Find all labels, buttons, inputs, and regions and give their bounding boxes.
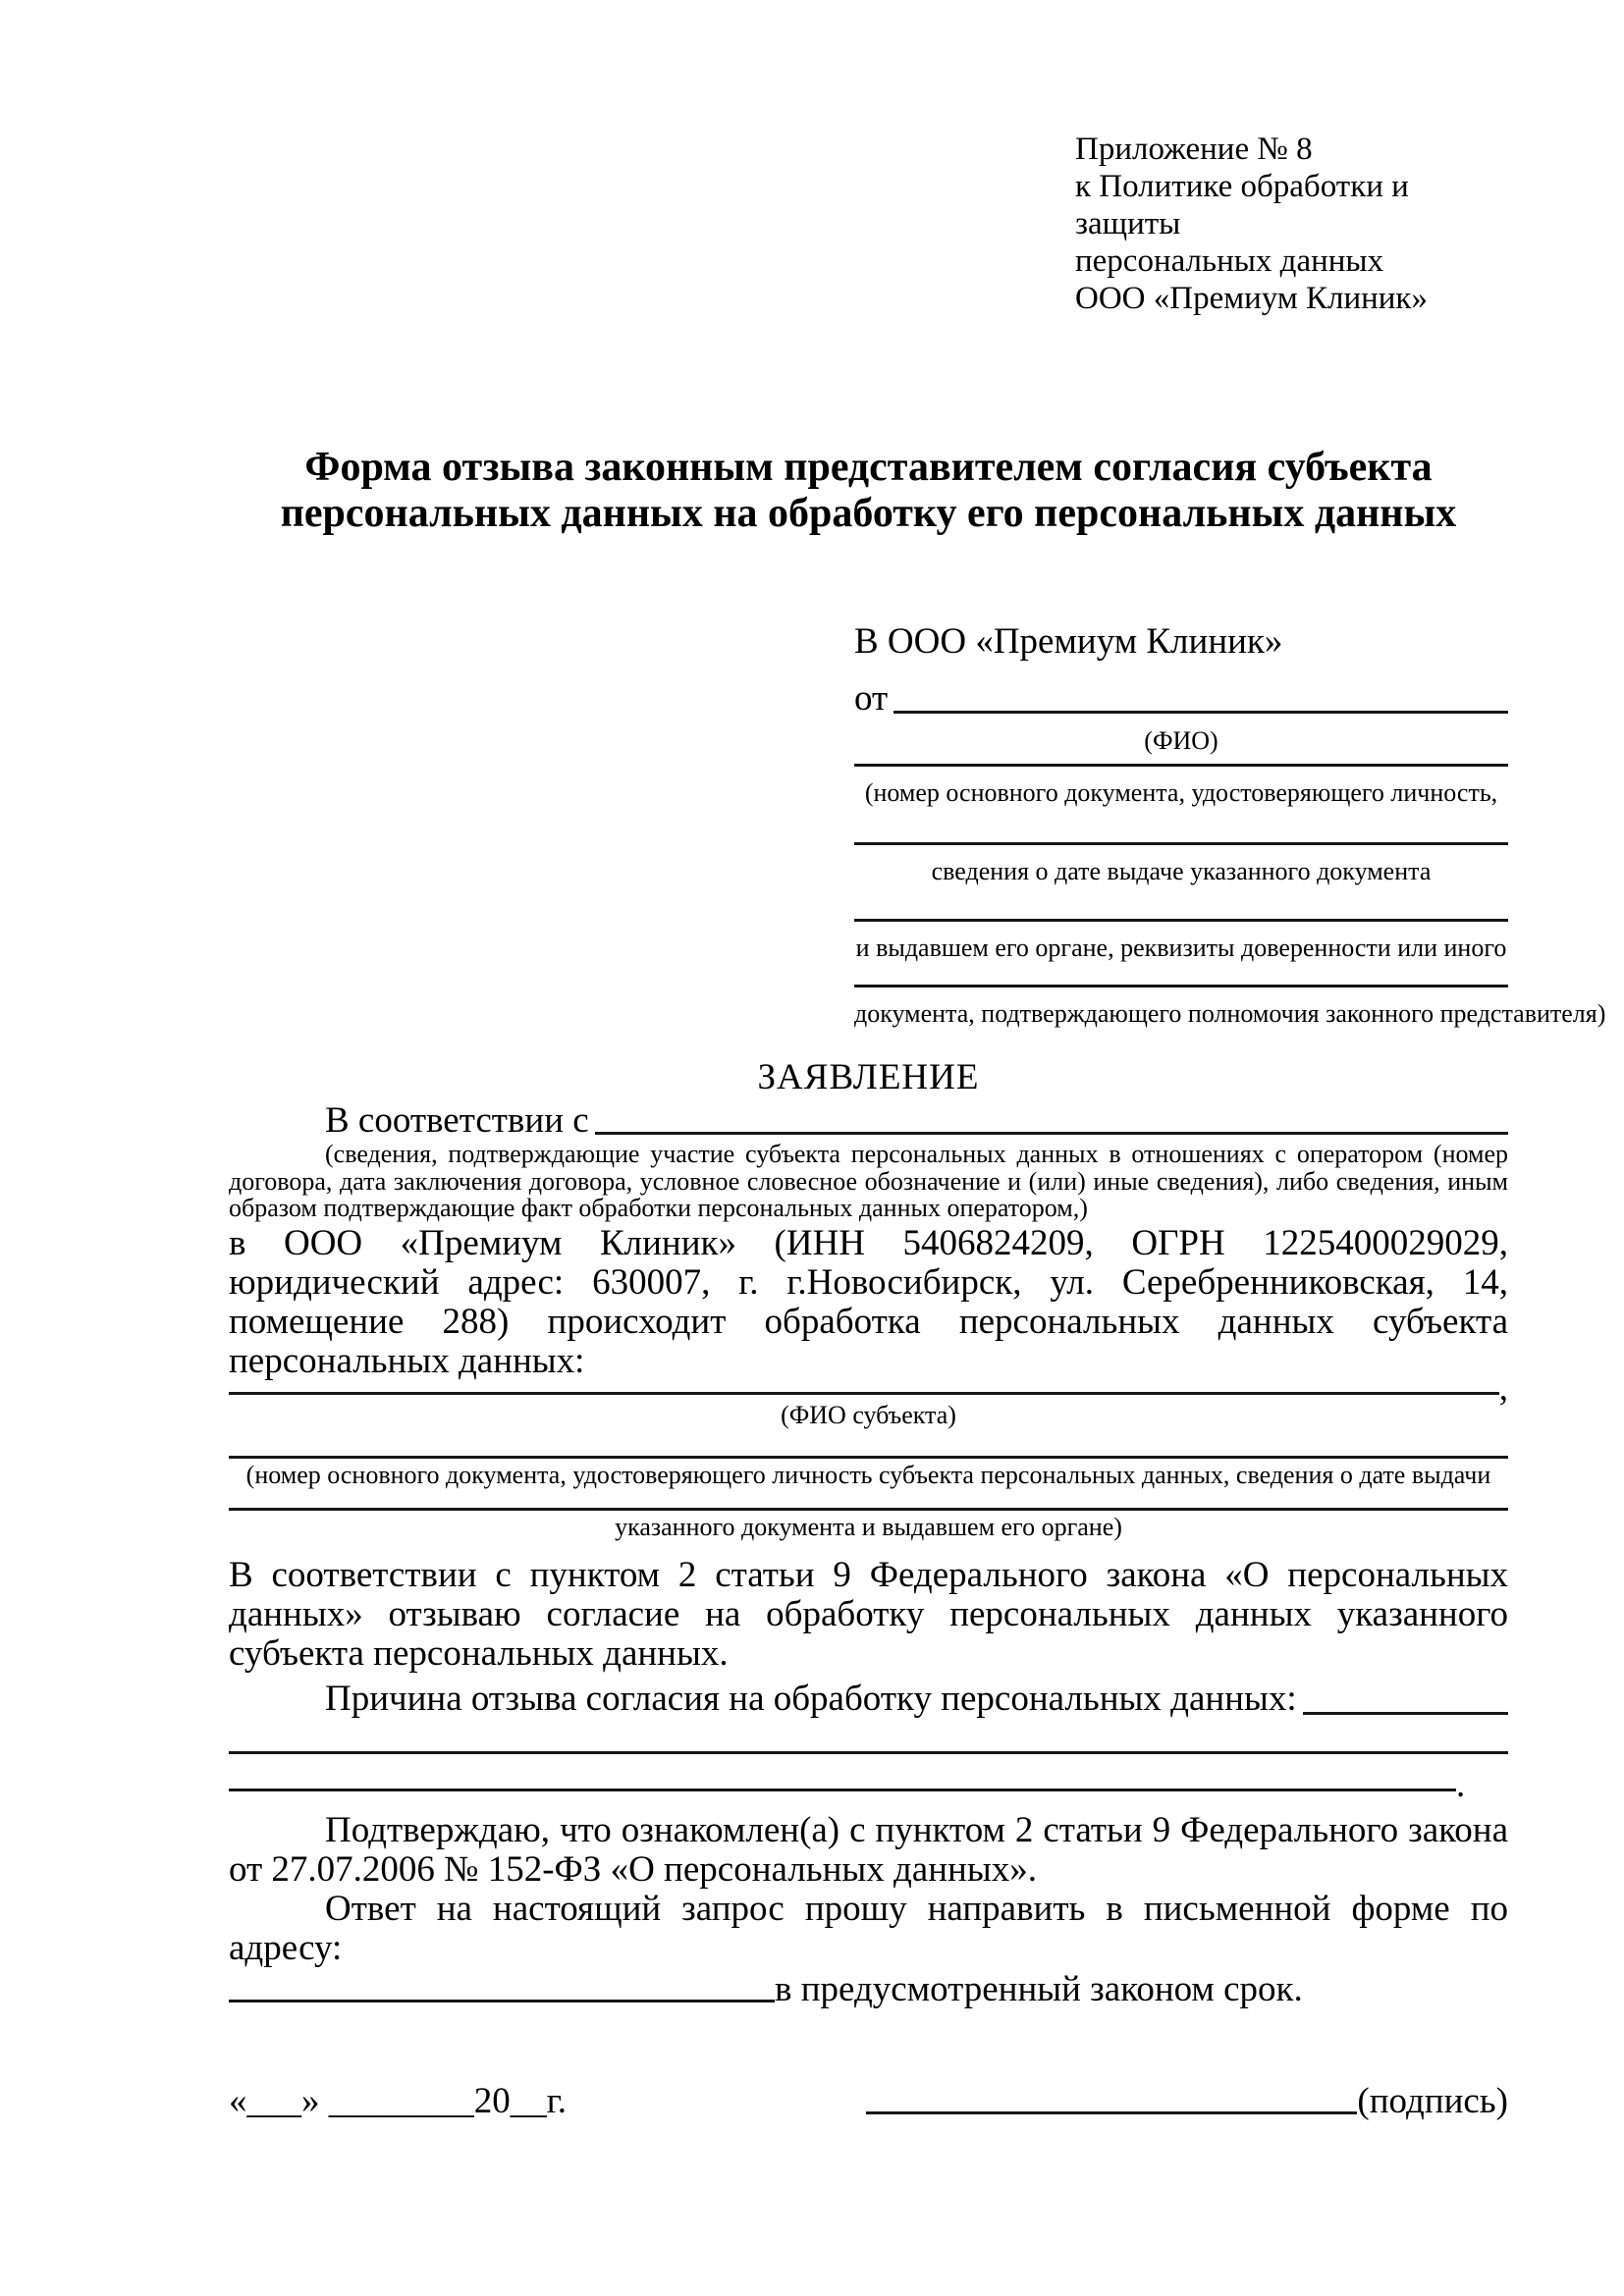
subject-document-caption-1: (номер основного документа, удостоверяющего личность субъекта персональных данных, сведения о дате выдачи bbox=[245, 1460, 1491, 1489]
appendix-header-line: ООО «Премиум Клиник» bbox=[1075, 281, 1428, 316]
appendix-header-line: к Политике обработки и защиты bbox=[1075, 169, 1409, 241]
signature-blank-field bbox=[866, 2111, 1357, 2114]
accordance-label: В соответствии с bbox=[325, 1100, 589, 1141]
document-number-caption: (номер основного документа, удостоверяющего личность, bbox=[864, 778, 1498, 807]
representative-authority-caption: документа, подтверждающего полномочия законного представителя) bbox=[854, 999, 1606, 1028]
accordance-field-row bbox=[229, 1101, 1508, 1141]
reason-label: Причина отзыва согласия на обработку персональных данных: bbox=[325, 1678, 1297, 1719]
subject-fio-blank-field bbox=[229, 1392, 1499, 1395]
reason-field-row bbox=[229, 1678, 1508, 1721]
appendix-header bbox=[1075, 131, 1508, 317]
trailing-period: . bbox=[1456, 1764, 1466, 1805]
withdrawal-paragraph: В соответствии с пунктом 2 статьи 9 Федерального закона «О персональных данных» отзываю согласие на обработку персональных данных указанного субъекта персональных данных. bbox=[229, 1554, 1508, 1674]
signature-caption: (подпись) bbox=[1357, 2080, 1508, 2121]
fio-caption: (ФИО) bbox=[1144, 726, 1218, 755]
representative-authority-blank-field bbox=[854, 963, 1508, 988]
reply-tail-text: в предусмотренный законом срок. bbox=[775, 1968, 1303, 2009]
addressee-organization: В ООО «Премиум Клиник» bbox=[854, 621, 1283, 662]
issue-date-blank-field bbox=[854, 808, 1508, 845]
document-number-blank-field bbox=[854, 756, 1508, 767]
issuing-authority-caption: и выдавшем его органе, реквизиты доверенности или иного bbox=[855, 934, 1507, 962]
accordance-blank-field bbox=[595, 1132, 1508, 1135]
form-title: Форма отзыва законным представителем согласия субъекта персональных данных на обработку его персональных данных bbox=[280, 445, 1457, 536]
reply-address-blank-field bbox=[229, 2000, 775, 2002]
signature-footer bbox=[229, 2080, 1508, 2123]
statement-heading: ЗАЯВЛЕНИЕ bbox=[757, 1057, 980, 1097]
accordance-small-print: (сведения, подтверждающие участие субъекта персональных данных в отношениях с оператором (номер договора, дата заключения договора, условное словесное обозначение и (или) иные сведения), либо сведения, иным образом подтверждающие факт обработки персональных данных оператором,) bbox=[229, 1140, 1508, 1222]
subject-document-blank-field-2 bbox=[229, 1490, 1508, 1511]
date-blank-field: «___» ________20__г. bbox=[229, 2080, 568, 2121]
reason-blank-line-2 bbox=[229, 1751, 1456, 1791]
subject-document-blank-field bbox=[229, 1430, 1508, 1459]
from-field-row bbox=[854, 677, 1508, 721]
issue-date-caption: сведения о дате выдаче указанного документа bbox=[931, 857, 1432, 885]
reason-blank-line-1 bbox=[229, 1721, 1508, 1754]
subject-document-caption-2: указанного документа и выдавшем его органе) bbox=[615, 1512, 1122, 1541]
reason-blank-line-2-row bbox=[229, 1754, 1508, 1805]
trailing-comma: , bbox=[1498, 1367, 1508, 1409]
appendix-header-line: персональных данных bbox=[1075, 243, 1384, 279]
subject-fio-caption: (ФИО субъекта) bbox=[781, 1400, 956, 1429]
subject-fio-blank-row bbox=[229, 1367, 1508, 1409]
from-label: от bbox=[854, 678, 889, 719]
operator-paragraph: в ООО «Премиум Клиник» (ИНН 5406824209, ОГРН 1225400029029, юридический адрес: 630007, г. г.Новосибирск, ул. Серебренниковская, 14, помещение 288) происходит обработка персональных данных субъекта персональных данных: bbox=[229, 1222, 1508, 1381]
signature-area bbox=[866, 2080, 1508, 2123]
reason-blank-field bbox=[1303, 1712, 1508, 1715]
from-blank-field bbox=[893, 711, 1508, 714]
issuing-authority-blank-field bbox=[854, 886, 1508, 922]
reply-address-paragraph: Ответ на настоящий запрос прошу направить в письменной форме по адресу: bbox=[229, 1888, 1508, 1968]
addressee-block bbox=[854, 620, 1606, 1029]
appendix-header-line: Приложение № 8 bbox=[1075, 132, 1313, 167]
confirmation-paragraph: Подтверждаю, что ознакомлен(а) с пунктом 2 статьи 9 Федерального закона от 27.07.2006 № 152-ФЗ «О персональных данных». bbox=[229, 1809, 1508, 1890]
reply-address-row bbox=[229, 1968, 1508, 2011]
